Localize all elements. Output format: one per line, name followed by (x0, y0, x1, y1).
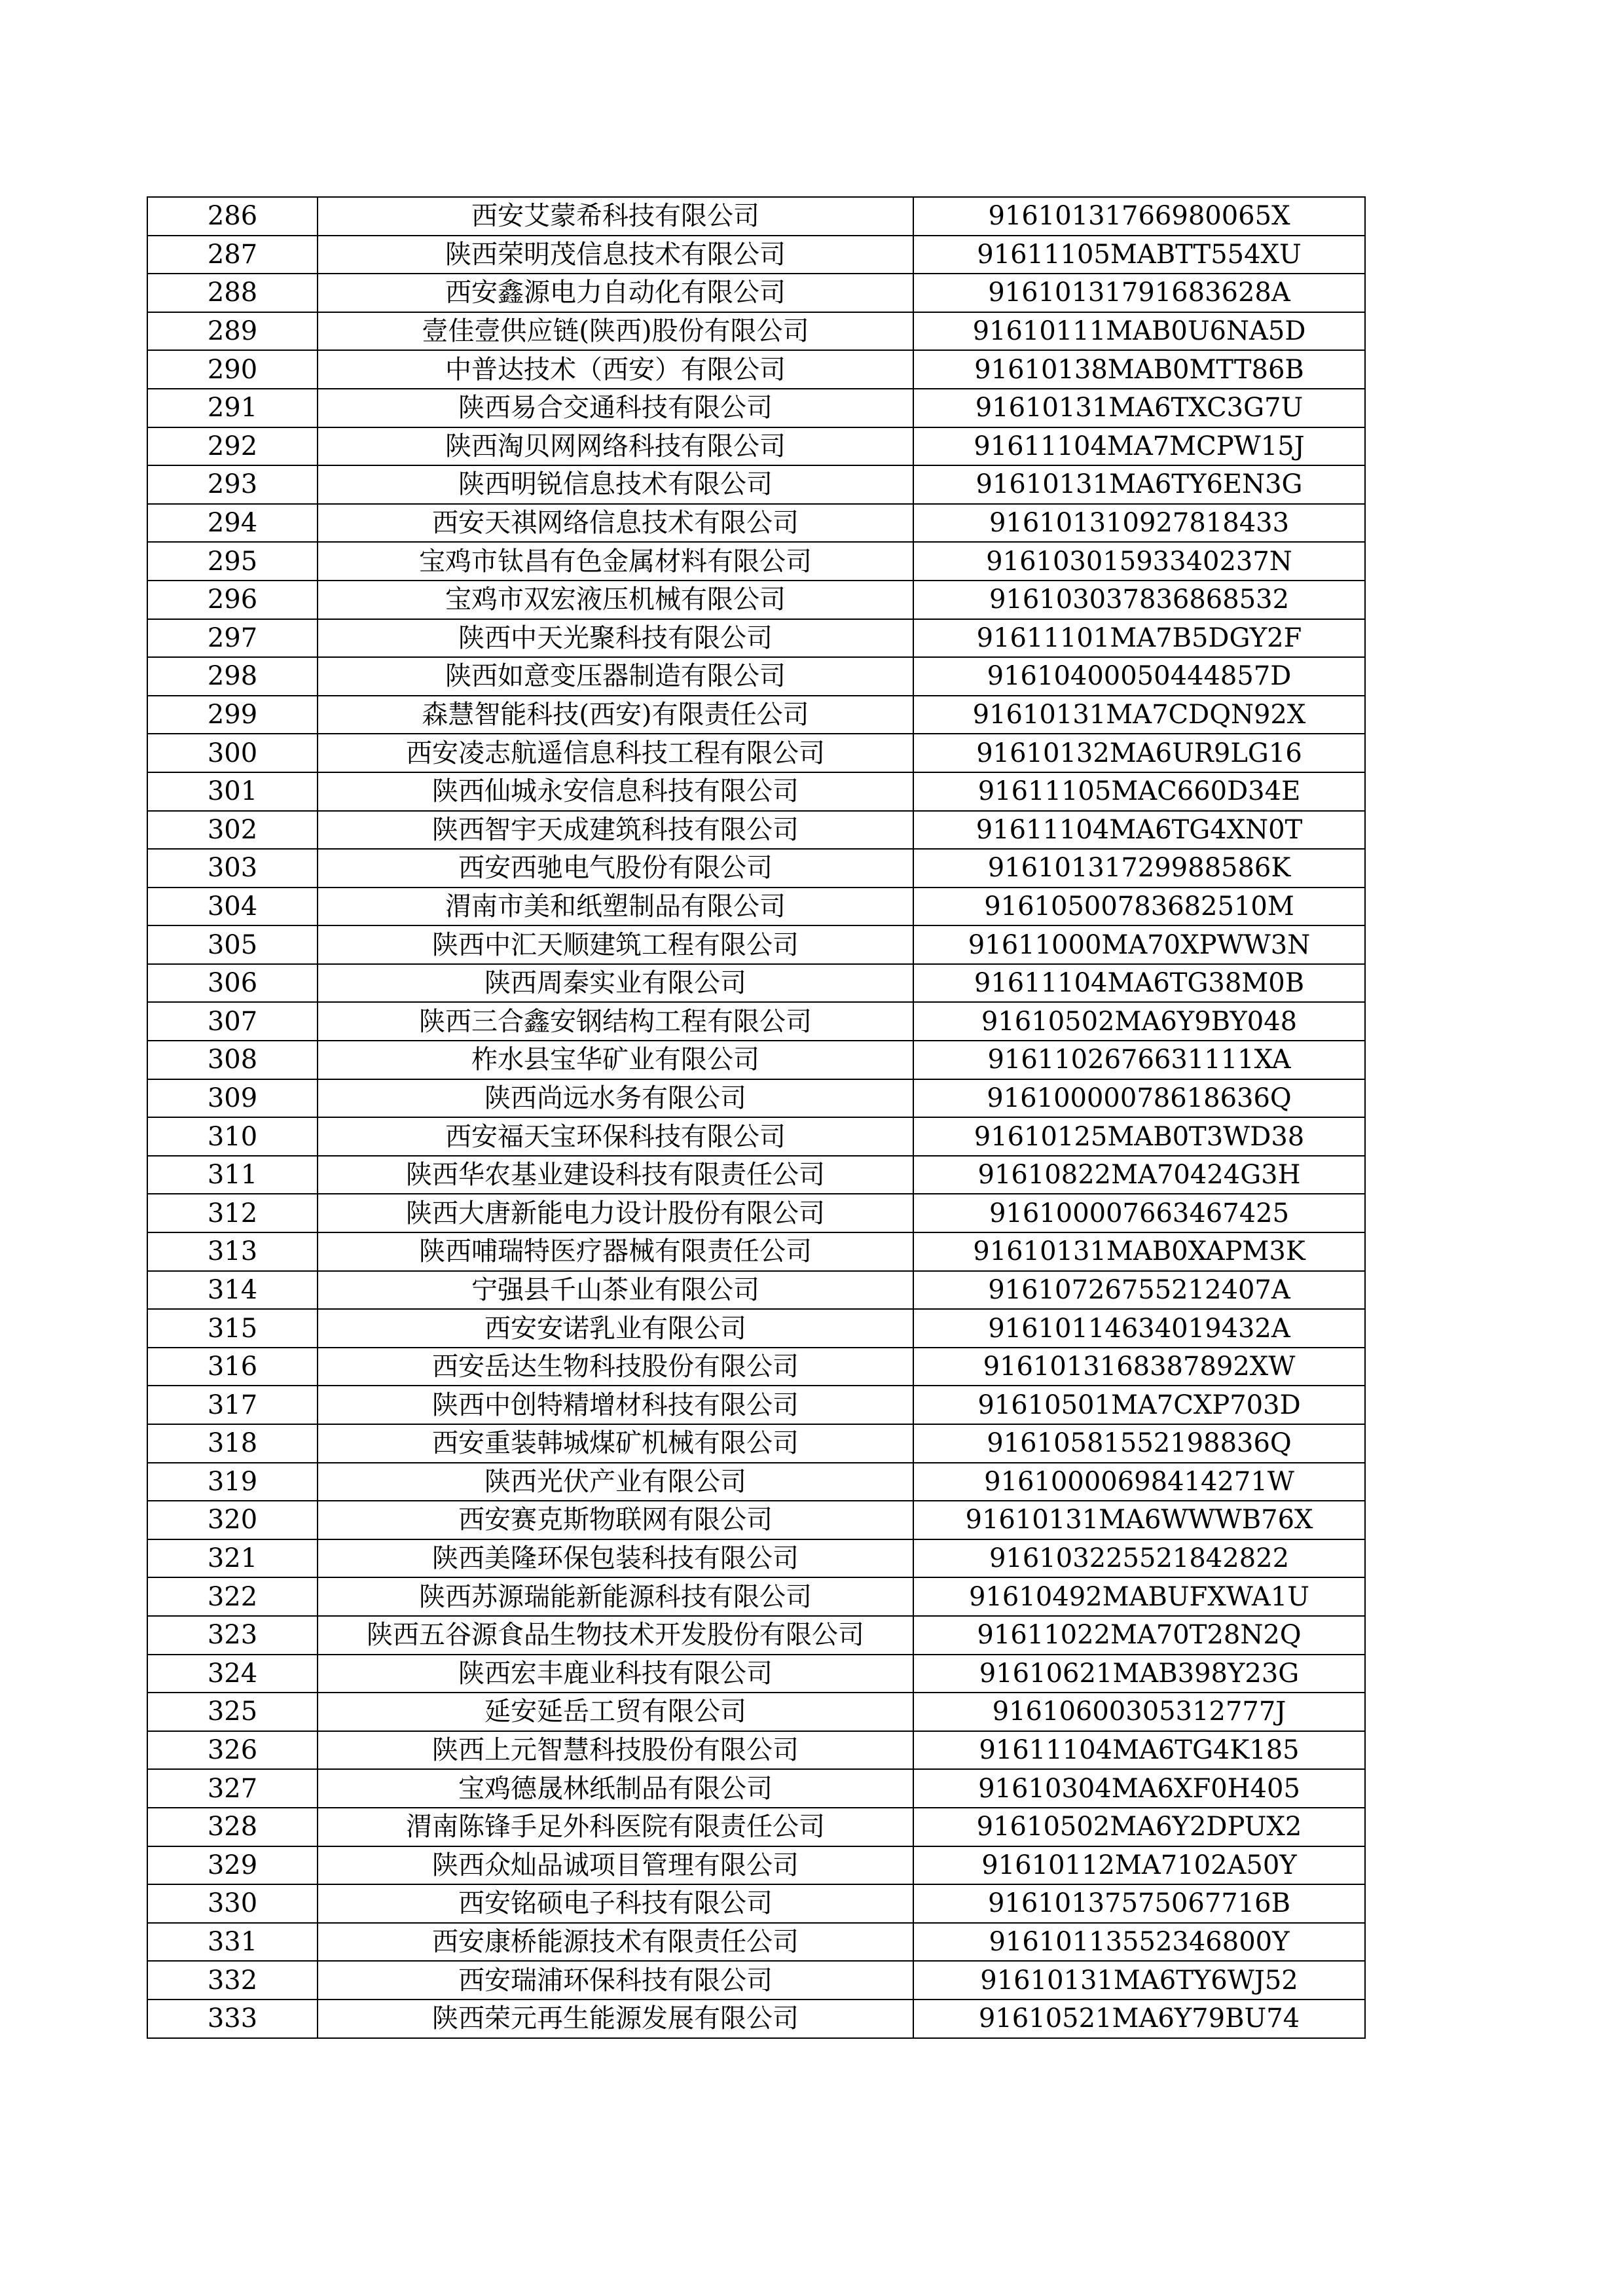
company-name-cell: 陕西荣元再生能源发展有限公司 (318, 2000, 913, 2038)
company-name-cell: 西安瑞浦环保科技有限公司 (318, 1961, 913, 2000)
company-name-cell: 西安康桥能源技术有限责任公司 (318, 1923, 913, 1962)
credit-code-cell: 916101310927818433 (913, 504, 1365, 543)
table-row (147, 619, 1365, 658)
row-number-cell: 298 (147, 657, 318, 696)
table-row (147, 1156, 1365, 1194)
table-row (147, 1194, 1365, 1232)
row-number-cell: 301 (147, 772, 318, 811)
credit-code-cell: 91610000078618636Q (913, 1079, 1365, 1118)
company-name-cell: 宝鸡市钛昌有色金属材料有限公司 (318, 542, 913, 581)
company-name-cell: 西安天祺网络信息技术有限公司 (318, 504, 913, 543)
table-row (147, 696, 1365, 734)
credit-code-cell: 91611104MA6TG4K185 (913, 1731, 1365, 1770)
row-number-cell: 290 (147, 350, 318, 389)
company-name-cell: 陕西众灿品诚项目管理有限公司 (318, 1846, 913, 1885)
table-row (147, 1463, 1365, 1501)
row-number-cell: 317 (147, 1386, 318, 1424)
company-name-cell: 陕西如意变压器制造有限公司 (318, 657, 913, 696)
table-row (147, 1386, 1365, 1424)
table-row (147, 1846, 1365, 1885)
table-row (147, 888, 1365, 926)
credit-code-cell: 9161102676631111XA (913, 1041, 1365, 1079)
company-name-cell: 中普达技术（西安）有限公司 (318, 350, 913, 389)
row-number-cell: 289 (147, 312, 318, 351)
row-number-cell: 319 (147, 1463, 318, 1501)
table-row (147, 1769, 1365, 1808)
table-row (147, 1616, 1365, 1655)
row-number-cell: 286 (147, 197, 318, 236)
credit-code-cell: 91610501MA7CXP703D (913, 1386, 1365, 1424)
company-name-cell: 西安安诺乳业有限公司 (318, 1309, 913, 1348)
credit-code-cell: 91610132MA6UR9LG16 (913, 734, 1365, 772)
table-row (147, 1002, 1365, 1041)
credit-code-cell: 91610600305312777J (913, 1693, 1365, 1731)
company-name-cell: 渭南市美和纸塑制品有限公司 (318, 888, 913, 926)
table-row (147, 811, 1365, 850)
row-number-cell: 292 (147, 427, 318, 466)
credit-code-cell: 91610113552346800Y (913, 1923, 1365, 1962)
company-name-cell: 西安重装韩城煤矿机械有限公司 (318, 1424, 913, 1463)
row-number-cell: 325 (147, 1693, 318, 1731)
row-number-cell: 332 (147, 1961, 318, 2000)
table-row (147, 1923, 1365, 1962)
row-number-cell: 318 (147, 1424, 318, 1463)
credit-code-cell: 91610137575067716B (913, 1884, 1365, 1923)
company-name-cell: 宝鸡德晟林纸制品有限公司 (318, 1769, 913, 1808)
company-name-cell: 宝鸡市双宏液压机械有限公司 (318, 581, 913, 619)
table-row (147, 504, 1365, 543)
company-name-cell: 陕西三合鑫安钢结构工程有限公司 (318, 1002, 913, 1041)
company-name-cell: 陕西中创特精增材科技有限公司 (318, 1386, 913, 1424)
table-row (147, 1539, 1365, 1578)
credit-code-cell: 91611104MA6TG38M0B (913, 964, 1365, 1003)
credit-code-cell: 91610301593340237N (913, 542, 1365, 581)
company-name-cell: 陕西尚远水务有限公司 (318, 1079, 913, 1118)
table-row (147, 1117, 1365, 1156)
credit-code-cell: 91610502MA6Y9BY048 (913, 1002, 1365, 1041)
credit-code-cell: 91610131729988586K (913, 849, 1365, 888)
company-name-cell: 陕西中汇天顺建筑工程有限公司 (318, 925, 913, 964)
row-number-cell: 313 (147, 1232, 318, 1271)
credit-code-cell: 91610138MAB0MTT86B (913, 350, 1365, 389)
company-name-cell: 壹佳壹供应链(陕西)股份有限公司 (318, 312, 913, 351)
company-name-cell: 陕西苏源瑞能新能源科技有限公司 (318, 1577, 913, 1616)
table-row (147, 964, 1365, 1003)
row-number-cell: 308 (147, 1041, 318, 1079)
credit-code-cell: 91610822MA70424G3H (913, 1156, 1365, 1194)
credit-code-cell: 91610581552198836Q (913, 1424, 1365, 1463)
company-name-cell: 延安延岳工贸有限公司 (318, 1693, 913, 1731)
company-name-cell: 陕西周秦实业有限公司 (318, 964, 913, 1003)
credit-code-cell: 91610521MA6Y79BU74 (913, 2000, 1365, 2038)
row-number-cell: 330 (147, 1884, 318, 1923)
table-row (147, 1577, 1365, 1616)
credit-code-cell: 91610111MAB0U6NA5D (913, 312, 1365, 351)
table-row (147, 1961, 1365, 2000)
company-name-cell: 森慧智能科技(西安)有限责任公司 (318, 696, 913, 734)
table-row (147, 734, 1365, 772)
row-number-cell: 328 (147, 1808, 318, 1846)
table-row (147, 1271, 1365, 1310)
credit-code-cell: 91611104MA7MCPW15J (913, 427, 1365, 466)
credit-code-cell: 91610492MABUFXWA1U (913, 1577, 1365, 1616)
table-row (147, 1693, 1365, 1731)
table-row (147, 581, 1365, 619)
table-row (147, 312, 1365, 351)
row-number-cell: 321 (147, 1539, 318, 1578)
table-row (147, 2000, 1365, 2038)
table-row (147, 274, 1365, 312)
credit-code-cell: 91610502MA6Y2DPUX2 (913, 1808, 1365, 1846)
company-name-cell: 陕西智宇天成建筑科技有限公司 (318, 811, 913, 850)
table-row (147, 1884, 1365, 1923)
row-number-cell: 304 (147, 888, 318, 926)
table-row (147, 1348, 1365, 1386)
company-name-cell: 柞水县宝华矿业有限公司 (318, 1041, 913, 1079)
company-name-cell: 西安福天宝环保科技有限公司 (318, 1117, 913, 1156)
company-name-cell: 陕西华农基业建设科技有限责任公司 (318, 1156, 913, 1194)
company-name-cell: 西安岳达生物科技股份有限公司 (318, 1348, 913, 1386)
row-number-cell: 305 (147, 925, 318, 964)
credit-code-cell: 91610131MAB0XAPM3K (913, 1232, 1365, 1271)
row-number-cell: 314 (147, 1271, 318, 1310)
credit-code-cell: 91610304MA6XF0H405 (913, 1769, 1365, 1808)
credit-code-cell: 91610125MAB0T3WD38 (913, 1117, 1365, 1156)
credit-code-cell: 91610112MA7102A50Y (913, 1846, 1365, 1885)
table-row (147, 849, 1365, 888)
table-row (147, 1232, 1365, 1271)
row-number-cell: 303 (147, 849, 318, 888)
row-number-cell: 302 (147, 811, 318, 850)
table-row (147, 236, 1365, 274)
row-number-cell: 295 (147, 542, 318, 581)
row-number-cell: 297 (147, 619, 318, 658)
row-number-cell: 300 (147, 734, 318, 772)
table-row (147, 772, 1365, 811)
table-row (147, 1424, 1365, 1463)
table-row (147, 925, 1365, 964)
row-number-cell: 291 (147, 389, 318, 427)
row-number-cell: 299 (147, 696, 318, 734)
row-number-cell: 322 (147, 1577, 318, 1616)
company-name-cell: 陕西仙城永安信息科技有限公司 (318, 772, 913, 811)
company-name-cell: 陕西五谷源食品生物技术开发股份有限公司 (318, 1616, 913, 1655)
table-row (147, 389, 1365, 427)
table-row (147, 350, 1365, 389)
credit-code-cell: 91610131MA6WWWB76X (913, 1501, 1365, 1539)
row-number-cell: 333 (147, 2000, 318, 2038)
table-row (147, 1079, 1365, 1118)
table-row (147, 1041, 1365, 1079)
row-number-cell: 329 (147, 1846, 318, 1885)
company-name-cell: 陕西美隆环保包装科技有限公司 (318, 1539, 913, 1578)
company-table-body (147, 197, 1365, 2038)
credit-code-cell: 9161013168387892XW (913, 1348, 1365, 1386)
row-number-cell: 323 (147, 1616, 318, 1655)
credit-code-cell: 916103037836868532 (913, 581, 1365, 619)
row-number-cell: 324 (147, 1655, 318, 1693)
company-name-cell: 陕西光伏产业有限公司 (318, 1463, 913, 1501)
row-number-cell: 309 (147, 1079, 318, 1118)
company-name-cell: 陕西荣明茂信息技术有限公司 (318, 236, 913, 274)
row-number-cell: 296 (147, 581, 318, 619)
row-number-cell: 294 (147, 504, 318, 543)
credit-code-cell: 91610000698414271W (913, 1463, 1365, 1501)
credit-code-cell: 91611022MA70T28N2Q (913, 1616, 1365, 1655)
company-name-cell: 陕西易合交通科技有限公司 (318, 389, 913, 427)
row-number-cell: 320 (147, 1501, 318, 1539)
credit-code-cell: 91611101MA7B5DGY2F (913, 619, 1365, 658)
table-row (147, 197, 1365, 236)
credit-code-cell: 91610726755212407A (913, 1271, 1365, 1310)
company-name-cell: 渭南陈锋手足外科医院有限责任公司 (318, 1808, 913, 1846)
credit-code-cell: 91611105MAC660D34E (913, 772, 1365, 811)
company-name-cell: 西安赛克斯物联网有限公司 (318, 1501, 913, 1539)
table-row (147, 657, 1365, 696)
company-name-cell: 陕西大唐新能电力设计股份有限公司 (318, 1194, 913, 1232)
credit-code-cell: 91610131766980065X (913, 197, 1365, 236)
company-name-cell: 西安艾蒙希科技有限公司 (318, 197, 913, 236)
row-number-cell: 315 (147, 1309, 318, 1348)
table-row (147, 427, 1365, 466)
company-name-cell: 陕西淘贝网网络科技有限公司 (318, 427, 913, 466)
credit-code-cell: 91610131MA6TXC3G7U (913, 389, 1365, 427)
credit-code-cell: 91610131791683628A (913, 274, 1365, 312)
credit-code-cell: 91610131MA6TY6EN3G (913, 465, 1365, 504)
company-name-cell: 陕西上元智慧科技股份有限公司 (318, 1731, 913, 1770)
company-table (147, 196, 1366, 2039)
table-row (147, 1501, 1365, 1539)
company-name-cell: 陕西哺瑞特医疗器械有限责任公司 (318, 1232, 913, 1271)
row-number-cell: 311 (147, 1156, 318, 1194)
table-row (147, 465, 1365, 504)
credit-code-cell: 916100007663467425 (913, 1194, 1365, 1232)
row-number-cell: 316 (147, 1348, 318, 1386)
row-number-cell: 306 (147, 964, 318, 1003)
company-name-cell: 西安西驰电气股份有限公司 (318, 849, 913, 888)
credit-code-cell: 91611104MA6TG4XN0T (913, 811, 1365, 850)
row-number-cell: 288 (147, 274, 318, 312)
credit-code-cell: 91611000MA70XPWW3N (913, 925, 1365, 964)
row-number-cell: 331 (147, 1923, 318, 1962)
credit-code-cell: 91611105MABTT554XU (913, 236, 1365, 274)
credit-code-cell: 91610131MA6TY6WJ52 (913, 1961, 1365, 2000)
credit-code-cell: 91610500783682510M (913, 888, 1365, 926)
company-name-cell: 西安鑫源电力自动化有限公司 (318, 274, 913, 312)
row-number-cell: 327 (147, 1769, 318, 1808)
credit-code-cell: 91610400050444857D (913, 657, 1365, 696)
company-name-cell: 陕西明锐信息技术有限公司 (318, 465, 913, 504)
company-name-cell: 宁强县千山茶业有限公司 (318, 1271, 913, 1310)
row-number-cell: 326 (147, 1731, 318, 1770)
row-number-cell: 310 (147, 1117, 318, 1156)
table-row (147, 1731, 1365, 1770)
credit-code-cell: 91610131MA7CDQN92X (913, 696, 1365, 734)
table-row (147, 1309, 1365, 1348)
row-number-cell: 293 (147, 465, 318, 504)
company-name-cell: 西安凌志航遥信息科技工程有限公司 (318, 734, 913, 772)
credit-code-cell: 916103225521842822 (913, 1539, 1365, 1578)
row-number-cell: 307 (147, 1002, 318, 1041)
credit-code-cell: 91610114634019432A (913, 1309, 1365, 1348)
company-name-cell: 陕西宏丰鹿业科技有限公司 (318, 1655, 913, 1693)
row-number-cell: 312 (147, 1194, 318, 1232)
row-number-cell: 287 (147, 236, 318, 274)
table-row (147, 1808, 1365, 1846)
table-row (147, 1655, 1365, 1693)
company-name-cell: 西安铭硕电子科技有限公司 (318, 1884, 913, 1923)
table-row (147, 542, 1365, 581)
company-name-cell: 陕西中天光聚科技有限公司 (318, 619, 913, 658)
credit-code-cell: 91610621MAB398Y23G (913, 1655, 1365, 1693)
